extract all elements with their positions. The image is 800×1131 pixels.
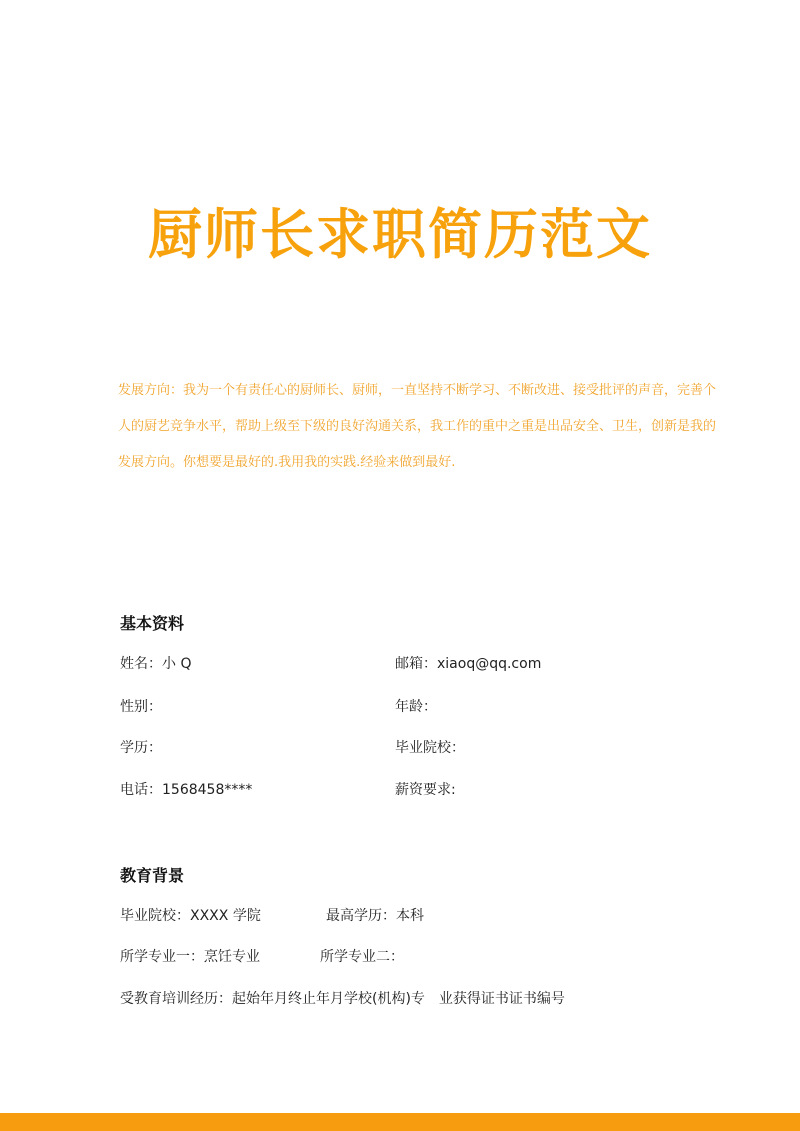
edu-school-field xyxy=(120,905,261,925)
major1-label: 所学专业一： xyxy=(120,949,204,965)
gender-label: 性别： xyxy=(120,699,162,715)
name-label: 姓名： xyxy=(120,656,162,672)
highest-degree-field xyxy=(326,905,424,925)
email-value: xiaoq@qq.com xyxy=(437,656,542,672)
school-label: 毕业院校： xyxy=(395,740,465,756)
highest-degree-value: 本科 xyxy=(396,908,424,924)
bottom-accent-bar xyxy=(0,1113,800,1131)
intro-paragraph: 发展方向：我为一个有责任心的厨师长、厨师，一直坚持不断学习、不断改进、接受批评的声音，完善个人的厨艺竞争水平，帮助上级至下级的良好沟通关系，我工作的重中之重是出品安全、卫生，创新是我的发展方向。你想要是最好的.我用我的实践.经验来做到最好. xyxy=(118,383,717,470)
age-label: 年龄： xyxy=(395,699,437,715)
training-field xyxy=(120,988,565,1008)
school-field xyxy=(395,737,465,757)
name-value: 小 Q xyxy=(162,656,192,672)
email-field xyxy=(395,653,541,673)
major2-field xyxy=(320,946,404,966)
basic-info-heading: 基本资料 xyxy=(120,614,185,633)
phone-value: 1568458**** xyxy=(162,782,253,798)
education-heading: 教育背景 xyxy=(120,866,185,885)
education-label: 学历： xyxy=(120,740,162,756)
training-value: 起始年月终止年月学校(机构)专 业获得证书证书编号 xyxy=(232,991,565,1007)
edu-school-value: XXXX 学院 xyxy=(190,908,261,924)
training-label: 受教育培训经历： xyxy=(120,991,232,1007)
email-label: 邮箱： xyxy=(395,656,437,672)
page-title: 厨师长求职简历范文 xyxy=(148,203,652,266)
phone-label: 电话： xyxy=(120,782,162,798)
salary-label: 薪资要求: xyxy=(395,782,456,798)
gender-field xyxy=(120,696,162,716)
education-field xyxy=(120,737,162,757)
edu-school-label: 毕业院校： xyxy=(120,908,190,924)
name-field xyxy=(120,653,191,673)
highest-degree-label: 最高学历： xyxy=(326,908,396,924)
age-field xyxy=(395,696,437,716)
major1-value: 烹饪专业 xyxy=(204,949,260,965)
phone-field xyxy=(120,779,252,799)
major2-label: 所学专业二： xyxy=(320,949,404,965)
salary-field xyxy=(395,779,456,799)
major1-field xyxy=(120,946,260,966)
